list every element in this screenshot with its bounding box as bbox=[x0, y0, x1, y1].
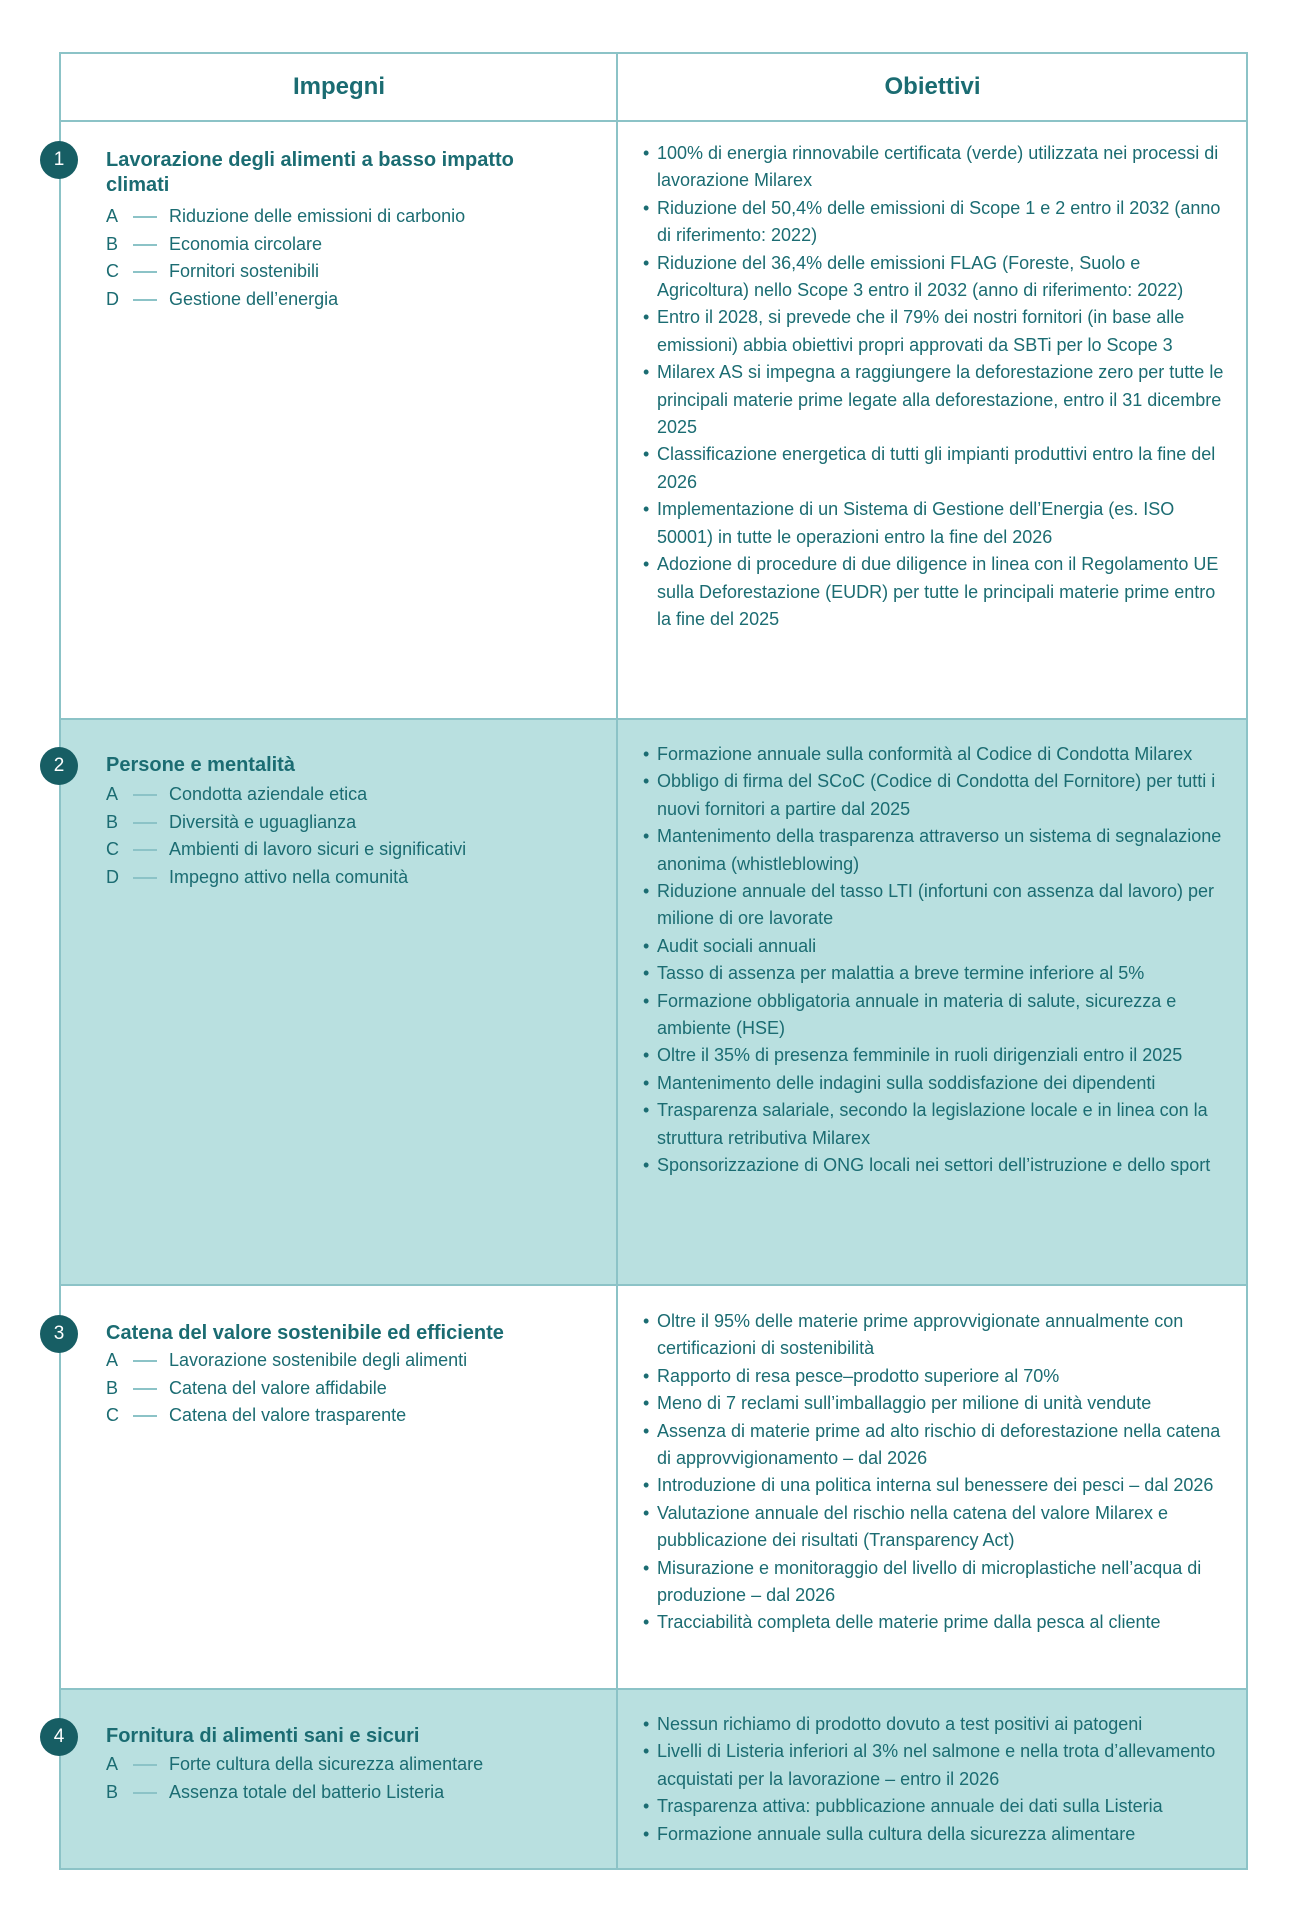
sub-letter: B bbox=[106, 1377, 119, 1398]
sub-commitment-list bbox=[106, 1347, 586, 1430]
objective-item: • Trasparenza attiva: pubblicazione annuale dei dati sulla Listeria bbox=[643, 1793, 1233, 1820]
commitment-title: Lavorazione degli alimenti a basso impatto climati bbox=[106, 149, 514, 196]
objective-item: • Mantenimento delle indagini sulla soddisfazione dei dipendenti bbox=[643, 1070, 1233, 1097]
objective-item: • Classificazione energetica di tutti gli impianti produttivi entro la fine del 2026 bbox=[643, 441, 1233, 496]
dash-divider bbox=[133, 822, 157, 824]
sub-commitment-item bbox=[106, 1751, 586, 1779]
dash-divider bbox=[133, 1388, 157, 1390]
objective-item: • Assenza di materie prime ad alto rischio di deforestazione nella catena di approvvigionamento – dal 2026 bbox=[643, 1418, 1233, 1473]
dash-divider bbox=[133, 877, 157, 879]
objective-item: • Oltre il 95% delle materie prime approvvigionate annualmente con certificazioni di sostenibilità bbox=[643, 1308, 1233, 1363]
number-badge: 2 bbox=[40, 747, 78, 785]
commitment-title: Persone e mentalità bbox=[106, 754, 295, 776]
sub-letter: A bbox=[106, 1754, 119, 1774]
sub-letter: B bbox=[106, 811, 119, 832]
objective-item: • Riduzione annuale del tasso LTI (infortuni con assenza dal lavoro) per milione di ore lavorate bbox=[643, 878, 1233, 933]
objective-item: • Nessun richiamo di prodotto dovuto a test positivi ai patogeni bbox=[643, 1711, 1233, 1738]
objective-item: • Adozione di procedure di due diligence in linea con il Regolamento UE sulla Deforestazione (EUDR) per tutte le principali materie prime entro la fine del 2025 bbox=[643, 551, 1233, 633]
commitment-row-3 bbox=[53, 1284, 1246, 1688]
objective-item: • Oltre il 35% di presenza femminile in ruoli dirigenziali entro il 2025 bbox=[643, 1042, 1233, 1069]
dash-divider bbox=[133, 794, 157, 796]
sub-text: Impegno attivo nella comunità bbox=[169, 866, 409, 887]
sub-text: Condotta aziendale etica bbox=[169, 784, 368, 804]
dash-divider bbox=[133, 244, 157, 246]
header-impegni: Impegni bbox=[292, 73, 385, 100]
commitment-title: Fornitura di alimenti sani e sicuri bbox=[106, 1725, 420, 1747]
objective-item: • Audit sociali annuali bbox=[643, 933, 1233, 960]
sub-text: Fornitori sostenibili bbox=[169, 261, 320, 281]
commitment-row-2 bbox=[53, 718, 1246, 1284]
commitment-row-1 bbox=[53, 120, 1246, 718]
sub-text: Ambienti di lavoro sicuri e significativi bbox=[169, 839, 467, 859]
objective-item: • Riduzione del 36,4% delle emissioni FLAG (Foreste, Suolo e Agricoltura) nello Scope 3 entro il 2032 (anno di riferimento: 2022) bbox=[643, 250, 1233, 305]
number-badge: 4 bbox=[40, 1718, 78, 1756]
number-badge: 1 bbox=[40, 141, 78, 179]
sub-letter: D bbox=[106, 288, 119, 309]
sub-commitment-item bbox=[106, 781, 586, 809]
objective-item: • Rapporto di resa pesce–prodotto superiore al 70% bbox=[643, 1363, 1233, 1390]
sub-commitment-item bbox=[106, 203, 586, 231]
objective-item: • Meno di 7 reclami sull’imballaggio per milione di unità vendute bbox=[643, 1390, 1233, 1417]
sub-text: Gestione dell’energia bbox=[169, 288, 339, 309]
dash-divider bbox=[133, 1415, 157, 1417]
sub-commitment-item bbox=[106, 1779, 586, 1807]
objective-item: • Mantenimento della trasparenza attraverso un sistema di segnalazione anonima (whistleblowing) bbox=[643, 823, 1233, 878]
objective-item: • Valutazione annuale del rischio nella catena del valore Milarex e pubblicazione dei risultati (Transparency Act) bbox=[643, 1500, 1233, 1555]
sub-letter: C bbox=[106, 839, 119, 859]
objective-item: • Formazione annuale sulla cultura della sicurezza alimentare bbox=[643, 1821, 1233, 1848]
dash-divider bbox=[133, 271, 157, 273]
sub-text: Catena del valore trasparente bbox=[169, 1405, 407, 1425]
objective-item: • Formazione obbligatoria annuale in materia di salute, sicurezza e ambiente (HSE) bbox=[643, 988, 1233, 1043]
table-header bbox=[61, 54, 1246, 122]
commitment-title: Catena del valore sostenibile ed efficiente bbox=[106, 1322, 504, 1344]
objective-item: • Livelli di Listeria inferiori al 3% nel salmone e nella trota d’allevamento acquistati per la lavorazione – entro il 2026 bbox=[643, 1738, 1233, 1793]
objectives-list bbox=[643, 741, 1233, 1180]
sub-commitment-item bbox=[106, 258, 586, 286]
sub-commitment-item bbox=[106, 836, 586, 864]
column-divider bbox=[616, 54, 618, 1868]
dash-divider bbox=[133, 1764, 157, 1766]
sub-commitment-item bbox=[106, 231, 586, 259]
dash-divider bbox=[133, 299, 157, 301]
sub-commitment-item bbox=[106, 809, 586, 837]
sub-text: Lavorazione sostenibile degli alimenti bbox=[169, 1350, 468, 1370]
objective-item: • Introduzione di una politica interna sul benessere dei pesci – dal 2026 bbox=[643, 1472, 1233, 1499]
objective-item: • Milarex AS si impegna a raggiungere la deforestazione zero per tutte le principali materie prime legate alla deforestazione, entro il 31 dicembre 2025 bbox=[643, 359, 1233, 441]
sub-commitment-list bbox=[106, 1751, 586, 1806]
sub-text: Forte cultura della sicurezza alimentare bbox=[169, 1754, 484, 1774]
sub-commitment-item bbox=[106, 1375, 586, 1403]
sub-letter: A bbox=[106, 784, 119, 804]
sub-letter: A bbox=[106, 206, 119, 226]
sub-letter: B bbox=[106, 1781, 119, 1802]
sub-commitment-item bbox=[106, 1347, 586, 1375]
objective-item: • Entro il 2028, si prevede che il 79% dei nostri fornitori (in base alle emissioni) abbia obiettivi propri approvati da SBTi per lo Scope 3 bbox=[643, 304, 1233, 359]
objectives-list bbox=[643, 1711, 1233, 1848]
dash-divider bbox=[133, 216, 157, 218]
number-badge: 3 bbox=[40, 1315, 78, 1353]
commitments-table bbox=[53, 52, 1248, 1870]
objective-item: • Tasso di assenza per malattia a breve termine inferiore al 5% bbox=[643, 960, 1233, 987]
dash-divider bbox=[133, 1360, 157, 1362]
header-obiettivi: Obiettivi bbox=[884, 73, 981, 100]
objective-item: • Misurazione e monitoraggio del livello di microplastiche nell’acqua di produzione – dal 2026 bbox=[643, 1555, 1233, 1610]
commitment-row-4 bbox=[53, 1688, 1246, 1868]
objective-item: • Tracciabilità completa delle materie prime dalla pesca al cliente bbox=[643, 1609, 1233, 1636]
sub-commitment-list bbox=[106, 203, 586, 313]
objective-item: • Trasparenza salariale, secondo la legislazione locale e in linea con la struttura retributiva Milarex bbox=[643, 1097, 1233, 1152]
sub-letter: C bbox=[106, 1405, 119, 1425]
sub-text: Assenza totale del batterio Listeria bbox=[169, 1781, 445, 1802]
objective-item: • Implementazione di un Sistema di Gestione dell’Energia (es. ISO 50001) in tutte le operazioni entro la fine del 2026 bbox=[643, 496, 1233, 551]
dash-divider bbox=[133, 849, 157, 851]
objective-item: • Formazione annuale sulla conformità al Codice di Condotta Milarex bbox=[643, 741, 1233, 768]
objectives-list bbox=[643, 1308, 1233, 1637]
sub-text: Catena del valore affidabile bbox=[169, 1377, 387, 1398]
sub-commitment-item bbox=[106, 864, 586, 892]
sub-commitment-item bbox=[106, 1402, 586, 1430]
sub-text: Riduzione delle emissioni di carbonio bbox=[169, 206, 466, 226]
objective-item: • Sponsorizzazione di ONG locali nei settori dell’istruzione e dello sport bbox=[643, 1152, 1233, 1179]
sub-text: Economia circolare bbox=[169, 233, 323, 254]
sub-letter: C bbox=[106, 261, 119, 281]
objective-item: • Obbligo di firma del SCoC (Codice di Condotta del Fornitore) per tutti i nuovi fornitori a partire dal 2025 bbox=[643, 768, 1233, 823]
sub-text: Diversità e uguaglianza bbox=[169, 811, 357, 832]
sub-letter: B bbox=[106, 233, 119, 254]
dash-divider bbox=[133, 1792, 157, 1794]
sub-letter: D bbox=[106, 866, 119, 887]
objective-item: • Riduzione del 50,4% delle emissioni di Scope 1 e 2 entro il 2032 (anno di riferimento: 2022) bbox=[643, 195, 1233, 250]
sub-commitment-item bbox=[106, 286, 586, 314]
objective-item: • 100% di energia rinnovabile certificata (verde) utilizzata nei processi di lavorazione Milarex bbox=[643, 140, 1233, 195]
sub-commitment-list bbox=[106, 781, 586, 891]
sub-letter: A bbox=[106, 1350, 119, 1370]
objectives-list bbox=[643, 140, 1233, 633]
